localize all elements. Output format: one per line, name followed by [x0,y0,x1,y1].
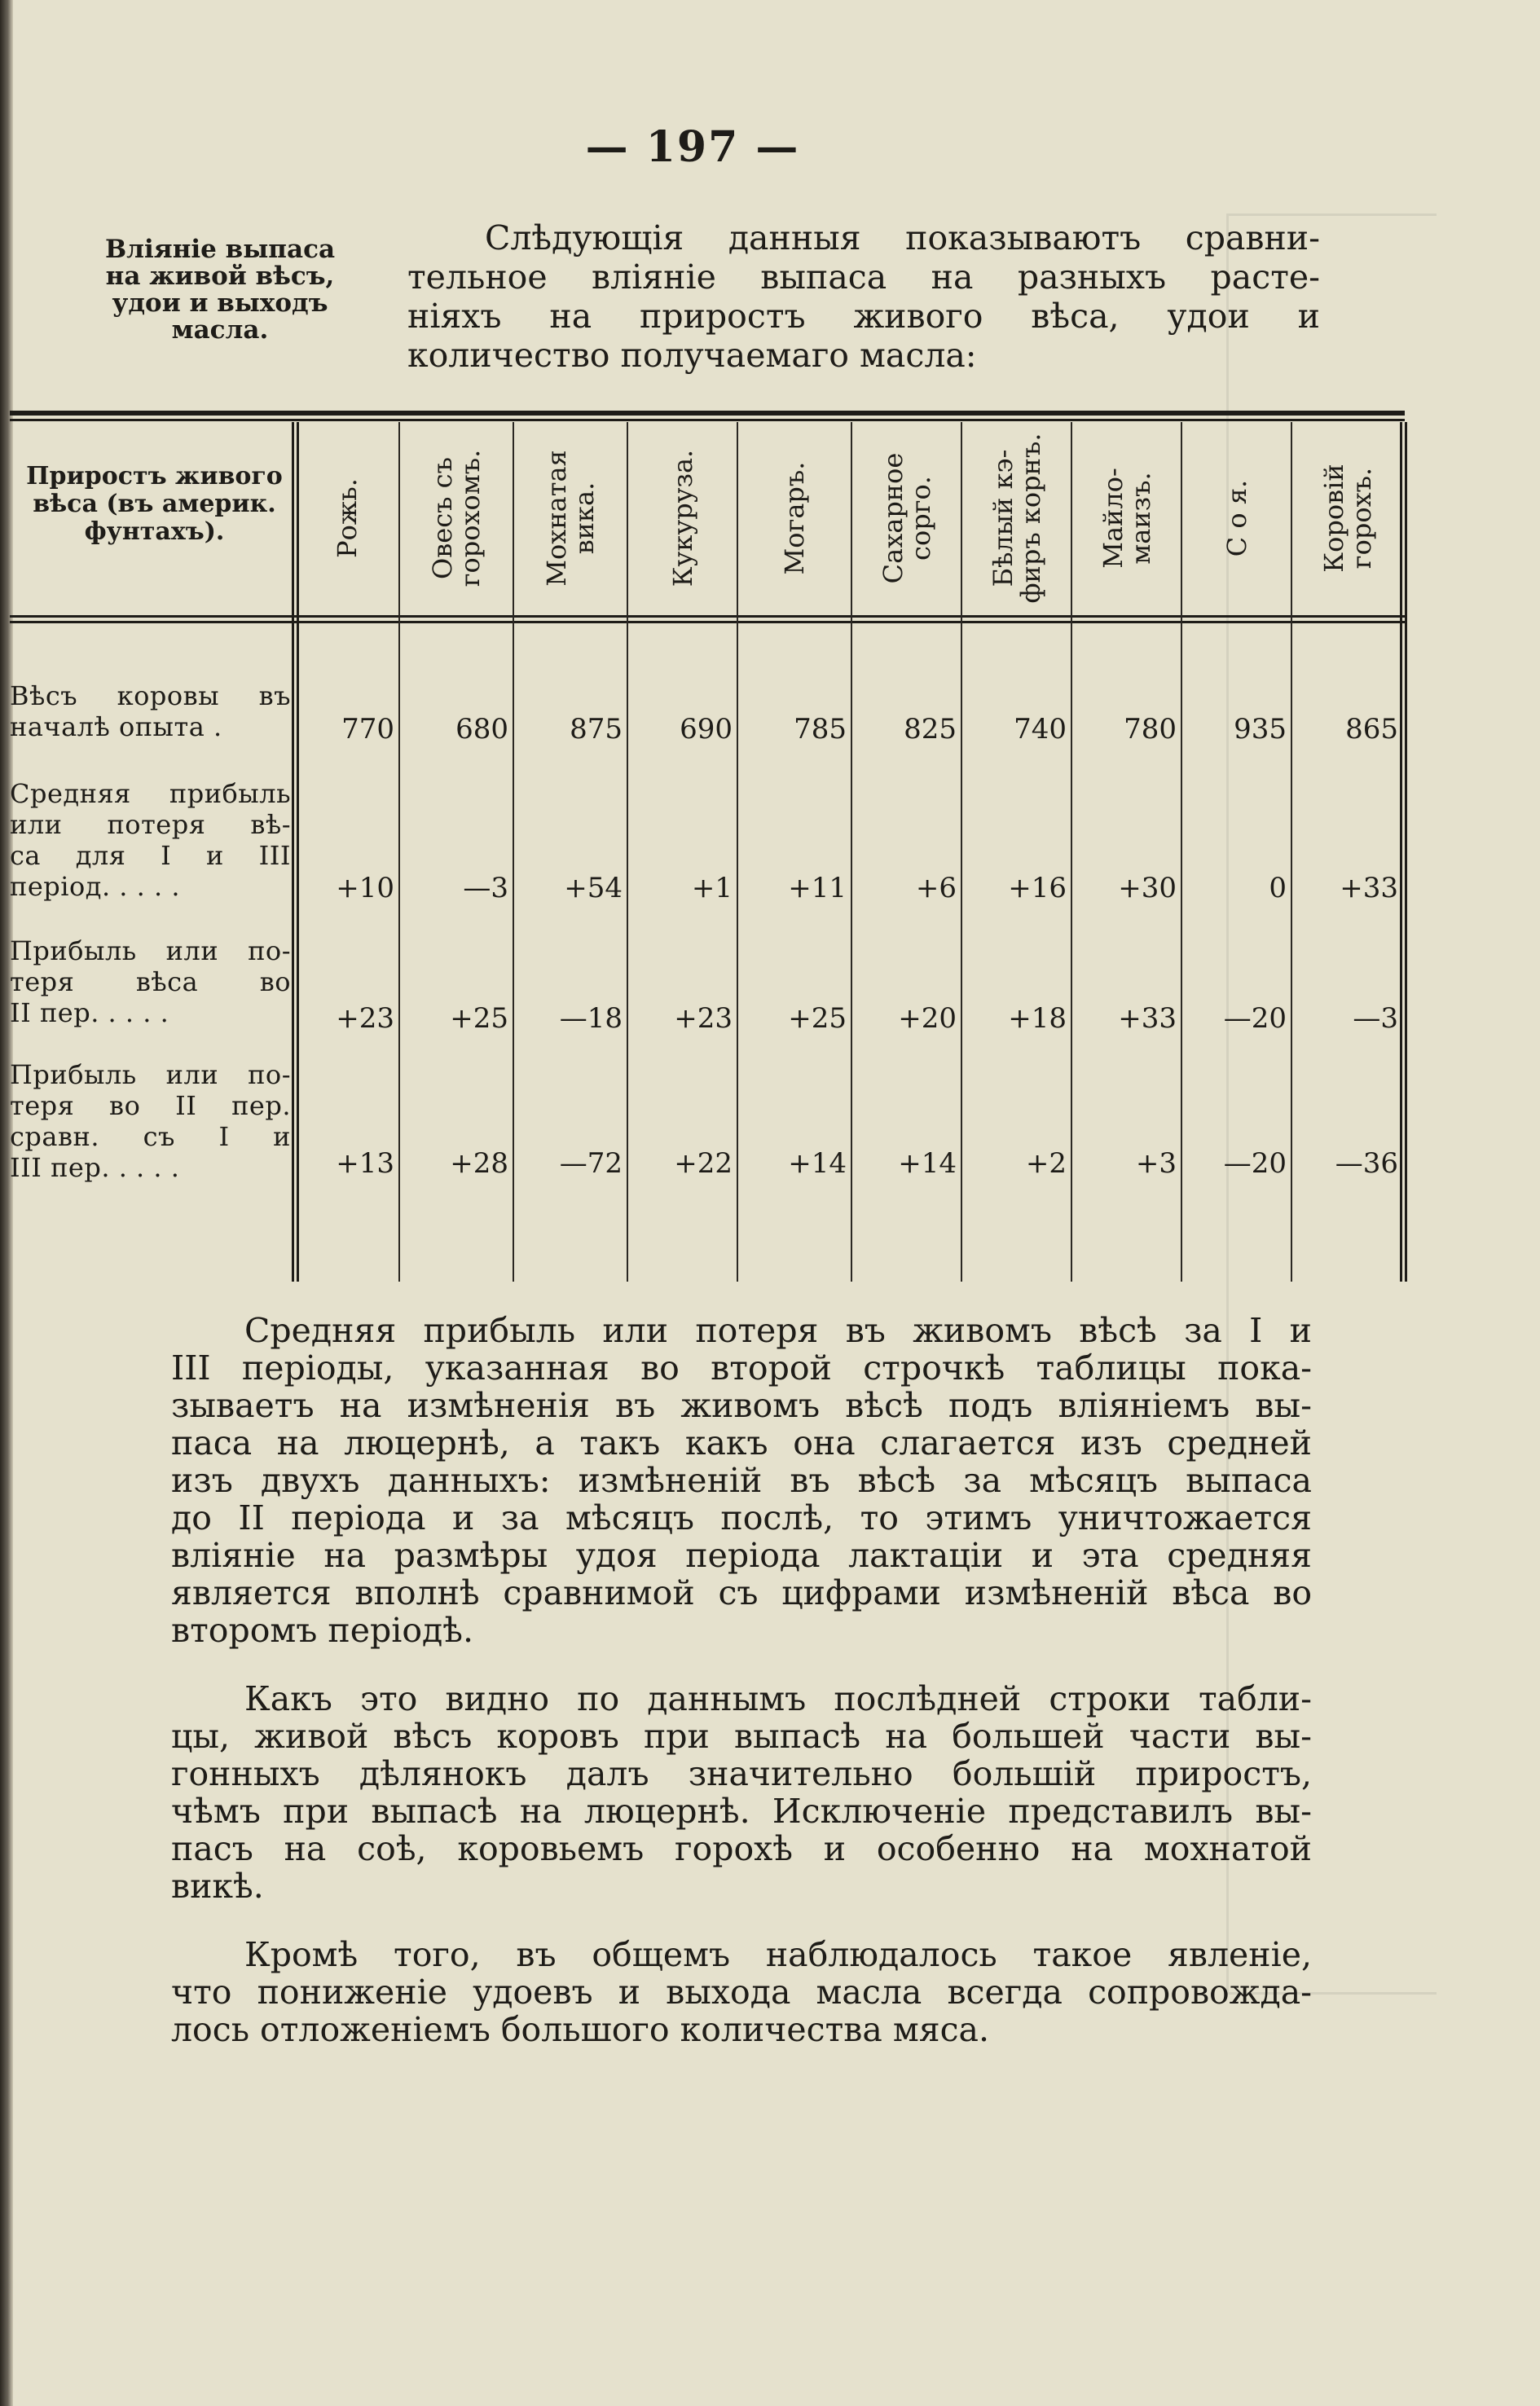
table-column-rule [961,422,962,1282]
row-label-line: III пер. . . . . [10,1152,180,1183]
table-column-rule [1400,422,1407,1282]
table-cell: 690 [680,713,733,746]
table-cell: 865 [1345,713,1398,746]
table-cell: +23 [674,1002,733,1035]
column-header [989,339,1045,697]
column-header-line: Майло- [1097,468,1129,569]
column-header-line: горохъ. [1345,467,1377,570]
row-label-line: II пер. . . . . [10,997,169,1028]
row-label [10,680,291,742]
table-cell: +28 [450,1147,508,1180]
row-label [10,778,291,902]
table-cell: —18 [559,1002,623,1035]
table-column-rule [513,422,514,1282]
table-cell: +13 [336,1147,394,1180]
table-cell: +30 [1118,872,1177,904]
table-cell: —72 [559,1147,623,1180]
column-header [669,339,697,697]
table-cell: +16 [1008,872,1067,904]
row-label-line: или потеря вѣ- [10,809,291,840]
table-column-rule [398,422,400,1282]
table-cell: 680 [455,713,508,746]
row-header-line: Приростъ живого [26,462,283,490]
table-row-header [10,463,299,546]
column-header-line: Бѣлый кэ- [987,449,1019,587]
table-cell: +14 [898,1147,957,1180]
paragraph-line: Средняя прибыль или потеря въ живомъ вѣсѣ за I и [244,1311,1312,1350]
table-column-rule [627,422,628,1282]
paragraph-line: Кромѣ того, въ общемъ наблюдалось такое явленіе, [244,1935,1312,1974]
table-cell: 780 [1124,713,1177,746]
paragraph-line: Какъ это видно по даннымъ послѣдней строки табли- [244,1679,1312,1718]
row-label-line: Средняя прибыль [10,778,291,809]
paragraph-line: цы, живой вѣсъ коровъ при выпасѣ на большей части вы- [171,1717,1312,1756]
table-cell: —3 [463,872,508,904]
paragraph-2 [171,1680,1312,1905]
table-column-rule [737,422,738,1282]
column-header-line: сорго. [904,476,936,561]
table-cell: 935 [1234,713,1287,746]
table-cell: +10 [336,872,394,904]
paragraph-1 [171,1312,1312,1649]
paragraph-line: изъ двухъ данныхъ: измѣненій въ вѣсѣ за мѣсяцъ выпаса [171,1461,1312,1500]
page-number: — 197 — [585,122,800,172]
paragraph-line: пасъ на соѣ, коровьемъ горохѣ и особенно на мохнатой [171,1829,1312,1868]
margin-note-line: на живой вѣсъ, [105,262,335,291]
paragraph-line: лось отложеніемъ большого количества мяса. [171,2010,990,2049]
paragraph-line: вліяніе на размѣры удоя періода лактаціи и эта средняя [171,1536,1312,1575]
table-cell: +25 [788,1002,847,1035]
column-header [429,339,484,697]
table-cell: +25 [450,1002,508,1035]
paragraph-line: является вполнѣ сравнимой съ цифрами измѣненій вѣса во [171,1573,1312,1612]
table-column-rule [1181,422,1182,1282]
table-cell: 875 [570,713,623,746]
row-label [10,935,291,1028]
column-header-line: горохомъ. [455,449,486,587]
column-header-line: С о я. [1221,479,1252,557]
table-cell: 825 [904,713,957,746]
table-header-rule [10,615,1405,618]
table-cell: 770 [341,713,394,746]
table-column-rule [1291,422,1292,1282]
column-header [1320,339,1375,697]
table-column-rule [1071,422,1072,1282]
table-cell: —20 [1223,1147,1287,1180]
table-cell: —3 [1353,1002,1398,1035]
paragraph-line: зываетъ на измѣненія въ живомъ вѣсѣ подъ вліяніемъ вы- [171,1386,1312,1425]
row-label-line: Прибыль или по- [10,935,291,966]
paragraph-line: до II періода и за мѣсяцъ послѣ, то этимъ уничтожается [171,1498,1312,1537]
table-cell: +11 [788,872,847,904]
column-header-line: Могаръ. [779,461,810,575]
table-column-rule [292,422,299,1282]
column-header-line: маизъ. [1124,472,1156,565]
row-header-line: вѣса (въ америк. [33,490,276,518]
column-header [781,339,808,697]
column-header [1099,339,1155,697]
row-label-line: теря во II пер. [10,1090,291,1121]
table-cell: —20 [1223,1002,1287,1035]
table-cell: +14 [788,1147,847,1180]
column-header-line: Сахарное [877,452,909,584]
margin-note-line: масла. [171,315,269,345]
table-cell: 785 [794,713,847,746]
row-label-line: сравн. съ I и [10,1121,291,1152]
table-cell: —36 [1335,1147,1398,1180]
table-top-rule [10,411,1405,416]
table-cell: +1 [691,872,733,904]
column-header [543,339,598,697]
paragraph-line: гонныхъ дѣлянокъ далъ значительно большій приростъ, [171,1754,1312,1793]
row-label-line: теря вѣса во [10,966,291,997]
paragraph-line: паса на люцернѣ, а такъ какъ она слагается изъ средней [171,1423,1312,1463]
table-cell: +54 [564,872,623,904]
margin-note-line: удои и выходъ [112,288,328,318]
paragraph-line: III періоды, указанная во второй строчкѣ таблицы пока- [171,1348,1312,1388]
column-header [1223,339,1251,697]
table-cell: +6 [915,872,957,904]
column-header-line: Коровій [1318,464,1349,573]
table-column-rule [851,422,852,1282]
margin-note-line: Вліяніе выпаса [104,235,336,264]
column-header-line: Мохнатая [541,450,572,587]
table-cell: +33 [1118,1002,1177,1035]
table-cell: +23 [336,1002,394,1035]
column-header-line: Овесъ съ [427,457,458,579]
table-top-rule [10,419,1405,421]
intro-line: ніяхъ на приростъ живого вѣса, удои и [407,297,1320,336]
column-header [333,339,361,697]
row-label-line: Вѣсъ коровы въ [10,680,291,711]
column-header-line: Рожь. [332,478,363,558]
intro-line: количество получаемаго масла: [407,336,977,375]
table-cell: 0 [1269,872,1287,904]
table-cell: +22 [674,1147,733,1180]
column-header-line: вика. [569,482,600,555]
column-header [879,339,935,697]
row-label-line: началѣ опыта . [10,711,222,742]
paragraph-line: второмъ періодѣ. [171,1611,474,1650]
table-header-rule [10,621,1405,623]
table-cell: +33 [1340,872,1398,904]
table-cell: +18 [1008,1002,1067,1035]
table-cell: +2 [1025,1147,1067,1180]
intro-line: Слѣдующія данныя показываютъ сравни- [485,218,1320,257]
paragraph-line: что пониженіе удоевъ и выхода масла всегда сопровожда- [171,1973,1312,2012]
row-header-line: фунтахъ). [84,517,225,546]
table-cell: +20 [898,1002,957,1035]
column-header-line: Кукуруза. [667,449,698,587]
column-header-line: фиръ корнъ. [1014,433,1046,604]
paragraph-line: чѣмъ при выпасѣ на люцернѣ. Исключеніе представилъ вы- [171,1792,1312,1831]
row-label-line: період. . . . . [10,871,180,902]
paragraph-line: викѣ. [171,1867,264,1906]
intro-line: тельное вліяніе выпаса на разныхъ расте- [407,257,1320,297]
row-label-line: Прибыль или по- [10,1059,291,1090]
row-label [10,1059,291,1183]
paragraph-3 [171,1936,1312,2048]
table-cell: 740 [1014,713,1067,746]
row-label-line: са для I и III [10,840,291,871]
table-cell: +3 [1135,1147,1177,1180]
